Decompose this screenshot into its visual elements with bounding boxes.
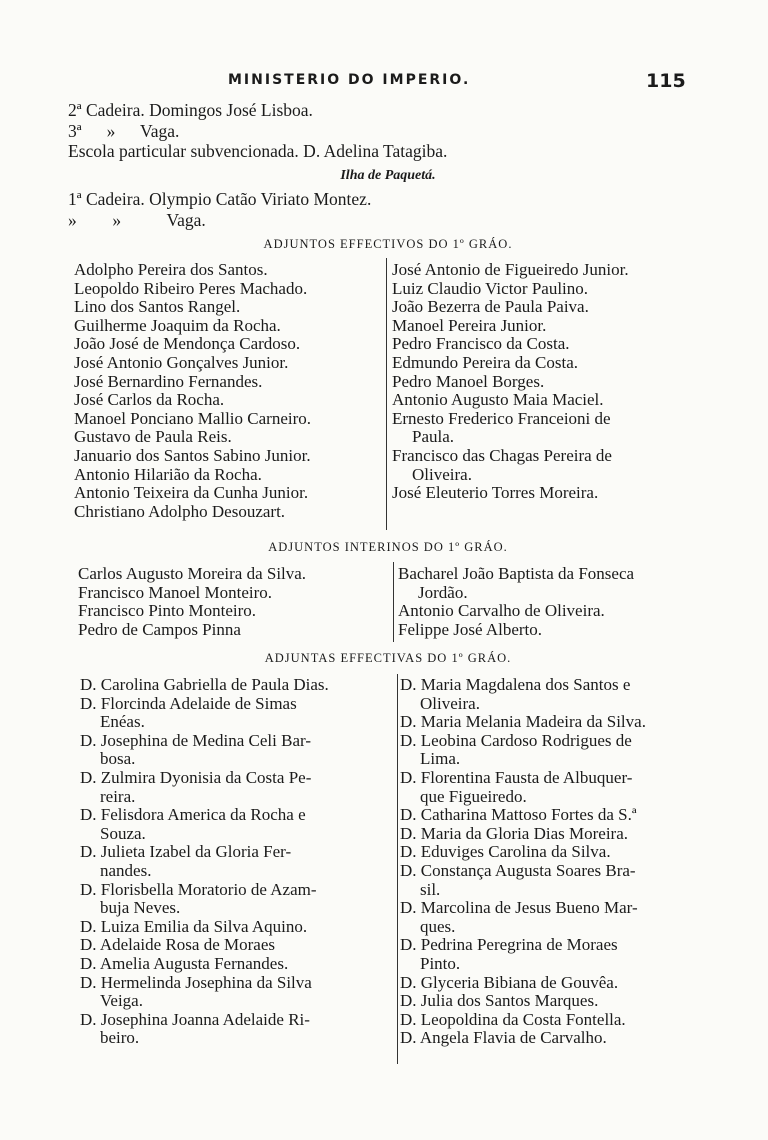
list-item: Edmundo Pereira da Costa.	[392, 352, 579, 372]
list-item: Francisco das Chagas Pereira de	[392, 445, 612, 465]
list-item: D. Florentina Fausta de Albuquer-	[400, 767, 633, 787]
cadeira-3-value: Vaga.	[140, 121, 180, 141]
list-item-continuation: Oliveira.	[420, 693, 480, 713]
list-item: Januario dos Santos Sabino Junior.	[74, 445, 311, 465]
list-item: D. Luiza Emilia da Silva Aquino.	[80, 916, 308, 936]
list-item: D. Pedrina Peregrina de Moraes	[400, 935, 618, 955]
section-heading-ilha: Ilha de Paquetá.	[340, 168, 436, 183]
list-item: Christiano Adolpho Desouzart.	[74, 501, 286, 521]
list-item: D. Hermelinda Josephina da Silva	[80, 972, 312, 992]
list-item: Antonio Augusto Maia Maciel.	[392, 390, 604, 410]
list-item-continuation: Oliveira.	[412, 464, 472, 484]
adjuntos-effectivos-right-column	[392, 261, 629, 503]
section-heading-adjuntos-interinos: ADJUNTOS INTERINOS DO 1º GRÁO.	[268, 540, 508, 554]
list-item: D. Maria Magdalena dos Santos e	[400, 675, 631, 694]
cadeira-3-number: 3ª	[68, 121, 82, 141]
list-item: José Eleuterio Torres Moreira.	[392, 483, 599, 503]
list-item: Antonio Hilarião da Rocha.	[74, 464, 262, 484]
list-item: D. Leopoldina da Costa Fontella.	[400, 1009, 626, 1029]
list-item: D. Julia dos Santos Marques.	[400, 991, 599, 1011]
entry-cadeira-3	[68, 121, 179, 142]
list-item: Pedro Francisco da Costa.	[392, 334, 570, 354]
adjuntos-interinos-left-column	[78, 565, 306, 639]
list-item: Manoel Ponciano Mallio Carneiro.	[74, 408, 312, 428]
list-item-continuation: que Figueiredo.	[420, 786, 527, 806]
list-item: Antonio Carvalho de Oliveira.	[398, 601, 605, 621]
list-item: Gustavo de Paula Reis.	[74, 427, 232, 447]
list-item-continuation: Souza.	[100, 823, 146, 843]
list-item: D. Glyceria Bibiana de Gouvêa.	[400, 972, 619, 992]
entry-escola-particular: Escola particular subvencionada. D. Adelina Tatagiba.	[68, 141, 448, 161]
entry-cadeira-2: 2ª Cadeira. Domingos José Lisboa.	[68, 100, 313, 120]
adjuntos-effectivos-left-column	[74, 261, 311, 521]
section-heading-adjuntos-effectivos: ADJUNTOS EFFECTIVOS DO 1º GRÁO.	[263, 237, 513, 251]
list-item: Antonio Teixeira da Cunha Junior.	[74, 483, 309, 503]
list-item: Ernesto Frederico Franceioni de	[392, 408, 611, 428]
list-item: José Antonio Gonçalves Junior.	[74, 352, 289, 372]
list-item-continuation: Jordão.	[418, 582, 468, 602]
column-divider	[393, 562, 394, 642]
entry-ilha-vaga	[68, 210, 206, 231]
running-header: MINISTERIO DO IMPERIO.	[228, 72, 471, 88]
list-item: João José de Mendonça Cardoso.	[74, 334, 301, 354]
list-item: Manoel Pereira Junior.	[392, 315, 547, 335]
list-item: D. Florcinda Adelaide de Simas	[80, 693, 297, 713]
list-item: D. Felisdora America da Rocha e	[80, 805, 306, 825]
list-item: José Carlos da Rocha.	[74, 390, 225, 410]
column-divider	[397, 674, 398, 1064]
list-item: D. Florisbella Moratorio de Azam-	[80, 879, 317, 899]
list-item: Adolpho Pereira dos Santos.	[74, 260, 268, 279]
list-item-continuation: Paula.	[412, 427, 455, 447]
list-item: João Bezerra de Paula Paiva.	[392, 297, 589, 317]
list-item: D. Josephina de Medina Celi Bar-	[80, 730, 311, 750]
list-item: Lino dos Santos Rangel.	[74, 297, 241, 317]
ditto-mark: »	[106, 121, 116, 141]
list-item: D. Julieta Izabel da Gloria Fer-	[80, 842, 292, 862]
list-item: Pedro Manoel Borges.	[392, 371, 545, 391]
list-item: D. Maria Melania Madeira da Silva.	[400, 712, 646, 732]
section-heading-adjuntas-effectivas: ADJUNTAS EFFECTIVAS DO 1º GRÁO.	[264, 651, 512, 665]
list-item: D. Eduviges Carolina da Silva.	[400, 842, 611, 862]
column-divider	[386, 258, 387, 530]
entry-ilha-cadeira-1: 1ª Cadeira. Olympio Catão Viriato Montez.	[68, 189, 372, 209]
list-item-continuation: Veiga.	[100, 991, 143, 1011]
list-item-continuation: Enéas.	[100, 712, 145, 732]
list-item: D. Marcolina de Jesus Bueno Mar-	[400, 898, 638, 918]
list-item-continuation: Pinto.	[420, 953, 461, 973]
list-item: D. Constança Augusta Soares Bra-	[400, 860, 636, 880]
list-item-continuation: sil.	[420, 879, 441, 899]
list-item-continuation: bosa.	[100, 749, 136, 769]
list-item: Guilherme Joaquim da Rocha.	[74, 315, 281, 335]
list-item: D. Adelaide Rosa de Moraes	[80, 935, 275, 955]
list-item: Pedro de Campos Pinna	[78, 619, 241, 639]
list-item: Francisco Manoel Monteiro.	[78, 582, 273, 602]
list-item-continuation: nandes.	[100, 860, 152, 880]
list-item: Felippe José Alberto.	[398, 619, 543, 639]
ditto-mark: »	[68, 210, 77, 230]
list-item-continuation: ques.	[420, 916, 456, 936]
list-item: D. Catharina Mattoso Fortes da S.ª	[400, 805, 637, 825]
list-item-continuation: beiro.	[100, 1028, 140, 1048]
adjuntos-interinos-right-column	[398, 565, 634, 639]
list-item: D. Angela Flavia de Carvalho.	[400, 1028, 607, 1048]
page-number: 115	[646, 70, 686, 92]
list-item: Francisco Pinto Monteiro.	[78, 601, 257, 621]
list-item: D. Josephina Joanna Adelaide Ri-	[80, 1009, 310, 1029]
list-item: D. Amelia Augusta Fernandes.	[80, 953, 289, 973]
list-item: José Antonio de Figueiredo Junior.	[392, 260, 629, 279]
list-item: José Bernardino Fernandes.	[74, 371, 263, 391]
adjuntas-effectivas-right-column	[400, 676, 646, 1048]
list-item: D. Zulmira Dyonisia da Costa Pe-	[80, 767, 312, 787]
list-item: Luiz Claudio Victor Paulino.	[392, 278, 589, 298]
ditto-mark: »	[112, 210, 122, 230]
list-item: D. Leobina Cardoso Rodrigues de	[400, 730, 632, 750]
list-item-continuation: buja Neves.	[100, 898, 181, 918]
list-item: Leopoldo Ribeiro Peres Machado.	[74, 278, 308, 298]
list-item: D. Maria da Gloria Dias Moreira.	[400, 823, 629, 843]
list-item: Carlos Augusto Moreira da Silva.	[78, 564, 307, 583]
list-item: D. Carolina Gabriella de Paula Dias.	[80, 675, 329, 694]
list-item-continuation: reira.	[100, 786, 136, 806]
ilha-vaga-value: Vaga.	[166, 210, 206, 230]
adjuntas-effectivas-left-column	[80, 676, 329, 1048]
list-item-continuation: Lima.	[420, 749, 461, 769]
list-item: Bacharel João Baptista da Fonseca	[398, 564, 635, 583]
